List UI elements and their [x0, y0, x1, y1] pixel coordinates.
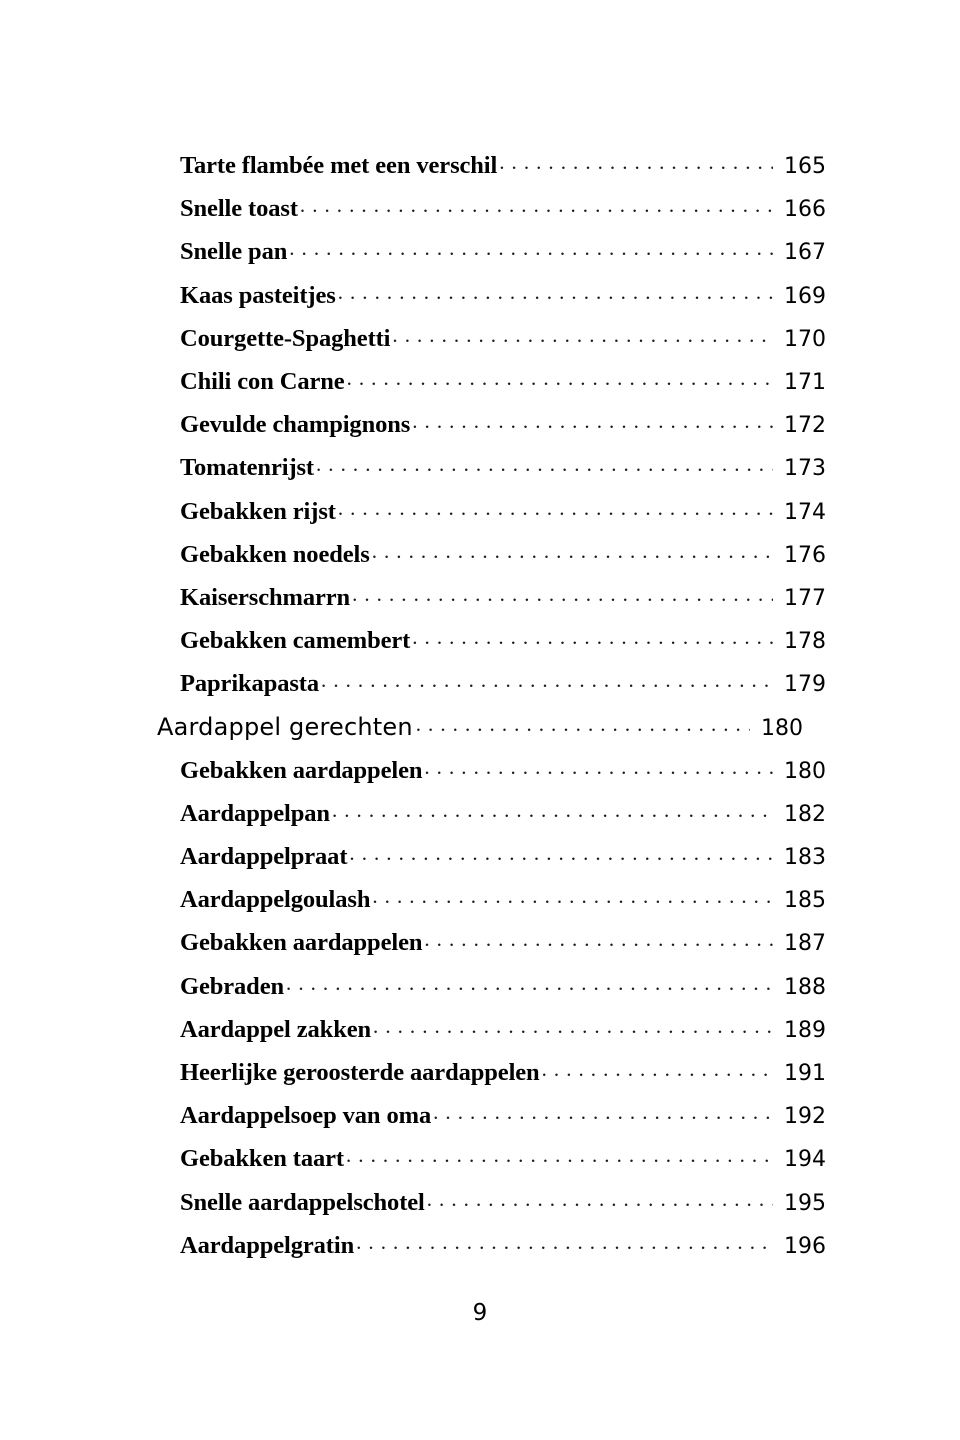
toc-list [157, 152, 826, 1275]
toc-entry-row[interactable] [180, 886, 826, 929]
dot-leader [424, 762, 773, 778]
dot-leader [338, 503, 773, 519]
toc-entry-title: Gebakken rijst [180, 497, 336, 525]
dot-leader [349, 848, 773, 864]
toc-page-number: 189 [784, 1017, 826, 1043]
toc-entry-title: Chili con Carne [180, 367, 345, 395]
toc-section-row[interactable] [157, 713, 803, 756]
toc-entry-row[interactable] [180, 1145, 826, 1188]
toc-entry-title: Gevulde champignons [180, 411, 411, 439]
toc-page-number: 174 [784, 499, 826, 525]
toc-page-number: 187 [784, 931, 826, 957]
toc-page-number: 170 [784, 326, 826, 352]
dot-leader [373, 1021, 773, 1037]
dot-leader [286, 978, 773, 994]
dot-leader [347, 373, 773, 389]
toc-entry-title: Tomatenrijst [180, 454, 314, 482]
toc-page-number: 196 [784, 1233, 826, 1259]
toc-entry-title: Aardappelpraat [180, 843, 348, 870]
toc-page-number: 183 [784, 845, 826, 870]
toc-page-number: 179 [784, 672, 826, 698]
toc-entry-title: Aardappelgoulash [180, 886, 371, 914]
dot-leader [300, 200, 773, 216]
dot-leader [542, 1064, 773, 1080]
toc-entry-row[interactable] [180, 1059, 826, 1102]
dot-leader [416, 719, 750, 735]
toc-entry-row[interactable] [180, 368, 826, 411]
toc-entry-row[interactable] [180, 238, 826, 281]
toc-section-title: Aardappel gerechten [157, 713, 413, 742]
toc-page-number: 191 [784, 1060, 826, 1086]
toc-entry-row[interactable] [180, 325, 826, 368]
dot-leader [424, 934, 773, 950]
dot-leader [392, 330, 773, 346]
toc-entry-title: Gebraden [180, 972, 285, 1000]
toc-entry-title: Aardappelsoep van oma [180, 1102, 432, 1130]
toc-entry-row[interactable] [180, 411, 826, 454]
dot-leader [433, 1107, 773, 1123]
dot-leader [289, 243, 773, 259]
toc-entry-title: Kaiserschmarrn [180, 583, 351, 611]
toc-entry-row[interactable] [180, 627, 826, 670]
toc-entry-title: Aardappelgratin [180, 1231, 355, 1259]
toc-entry-row[interactable] [180, 973, 826, 1016]
toc-page-number: 171 [784, 369, 826, 395]
dot-leader [352, 589, 773, 605]
dot-leader [412, 416, 773, 432]
toc-page-number: 188 [784, 974, 826, 1000]
toc-entry-title: Gebakken noedels [180, 540, 370, 568]
toc-page-number: 182 [784, 801, 826, 827]
toc-entry-row[interactable] [180, 757, 826, 800]
dot-leader [412, 632, 773, 648]
toc-entry-title: Courgette-Spaghetti [180, 324, 391, 352]
dot-leader [356, 1237, 773, 1253]
dot-leader [332, 805, 773, 821]
toc-entry-row[interactable] [180, 454, 826, 497]
toc-page-number: 167 [784, 240, 826, 266]
dot-leader [316, 459, 773, 475]
page-folio: 9 [472, 1300, 488, 1326]
dot-leader [427, 1194, 773, 1210]
toc-entry-row[interactable] [180, 1189, 826, 1232]
toc-entry-row[interactable] [180, 1016, 826, 1059]
dot-leader [372, 891, 773, 907]
toc-entry-row[interactable] [180, 195, 826, 238]
toc-entry-row[interactable] [180, 152, 826, 195]
dot-leader [372, 546, 773, 562]
toc-page-number: 172 [784, 413, 826, 439]
toc-entry-title: Gebakken taart [180, 1145, 344, 1173]
toc-page-number: 192 [784, 1104, 826, 1130]
toc-entry-title: Gebakken camembert [180, 627, 411, 655]
toc-entry-title: Gebakken aardappelen [180, 929, 423, 957]
toc-entry-row[interactable] [180, 498, 826, 541]
toc-entry-title: Snelle aardappelschotel [180, 1188, 425, 1216]
toc-page-number: 177 [784, 585, 826, 611]
toc-entry-title: Snelle pan [180, 238, 288, 266]
toc-page-number: 169 [784, 283, 826, 309]
dot-leader [346, 1150, 773, 1166]
toc-entry-row[interactable] [180, 670, 826, 713]
toc-entry-row[interactable] [180, 1102, 826, 1145]
toc-entry-title: Snelle toast [180, 195, 298, 223]
toc-entry-row[interactable] [180, 541, 826, 584]
toc-entry-row[interactable] [180, 929, 826, 972]
toc-entry-title: Aardappelpan [180, 799, 330, 827]
toc-page-number: 180 [761, 716, 803, 742]
toc-page-number: 173 [784, 456, 826, 482]
toc-page-number: 165 [784, 154, 826, 179]
toc-entry-row[interactable] [180, 584, 826, 627]
toc-page-number: 195 [784, 1190, 826, 1216]
toc-entry-row[interactable] [180, 843, 826, 886]
toc-page-number: 166 [784, 197, 826, 223]
toc-page-number: 194 [784, 1147, 826, 1173]
toc-page-number: 185 [784, 888, 826, 914]
toc-entry-row[interactable] [180, 1232, 826, 1275]
dot-leader [338, 287, 773, 303]
toc-entry-title: Paprikapasta [180, 670, 320, 698]
toc-page-number: 178 [784, 629, 826, 655]
toc-entry-title: Aardappel zakken [180, 1015, 372, 1043]
toc-entry-title: Heerlijke geroosterde aardappelen [180, 1058, 540, 1086]
toc-entry-title: Tarte flambée met een verschil [180, 152, 498, 179]
toc-entry-title: Gebakken aardappelen [180, 756, 423, 784]
toc-entry-row[interactable] [180, 800, 826, 843]
dot-leader [321, 675, 773, 691]
toc-entry-row[interactable] [180, 282, 826, 325]
dot-leader [499, 157, 773, 173]
toc-entry-title: Kaas pasteitjes [180, 281, 336, 309]
toc-page-number: 180 [784, 758, 826, 784]
toc-page-number: 176 [784, 542, 826, 568]
